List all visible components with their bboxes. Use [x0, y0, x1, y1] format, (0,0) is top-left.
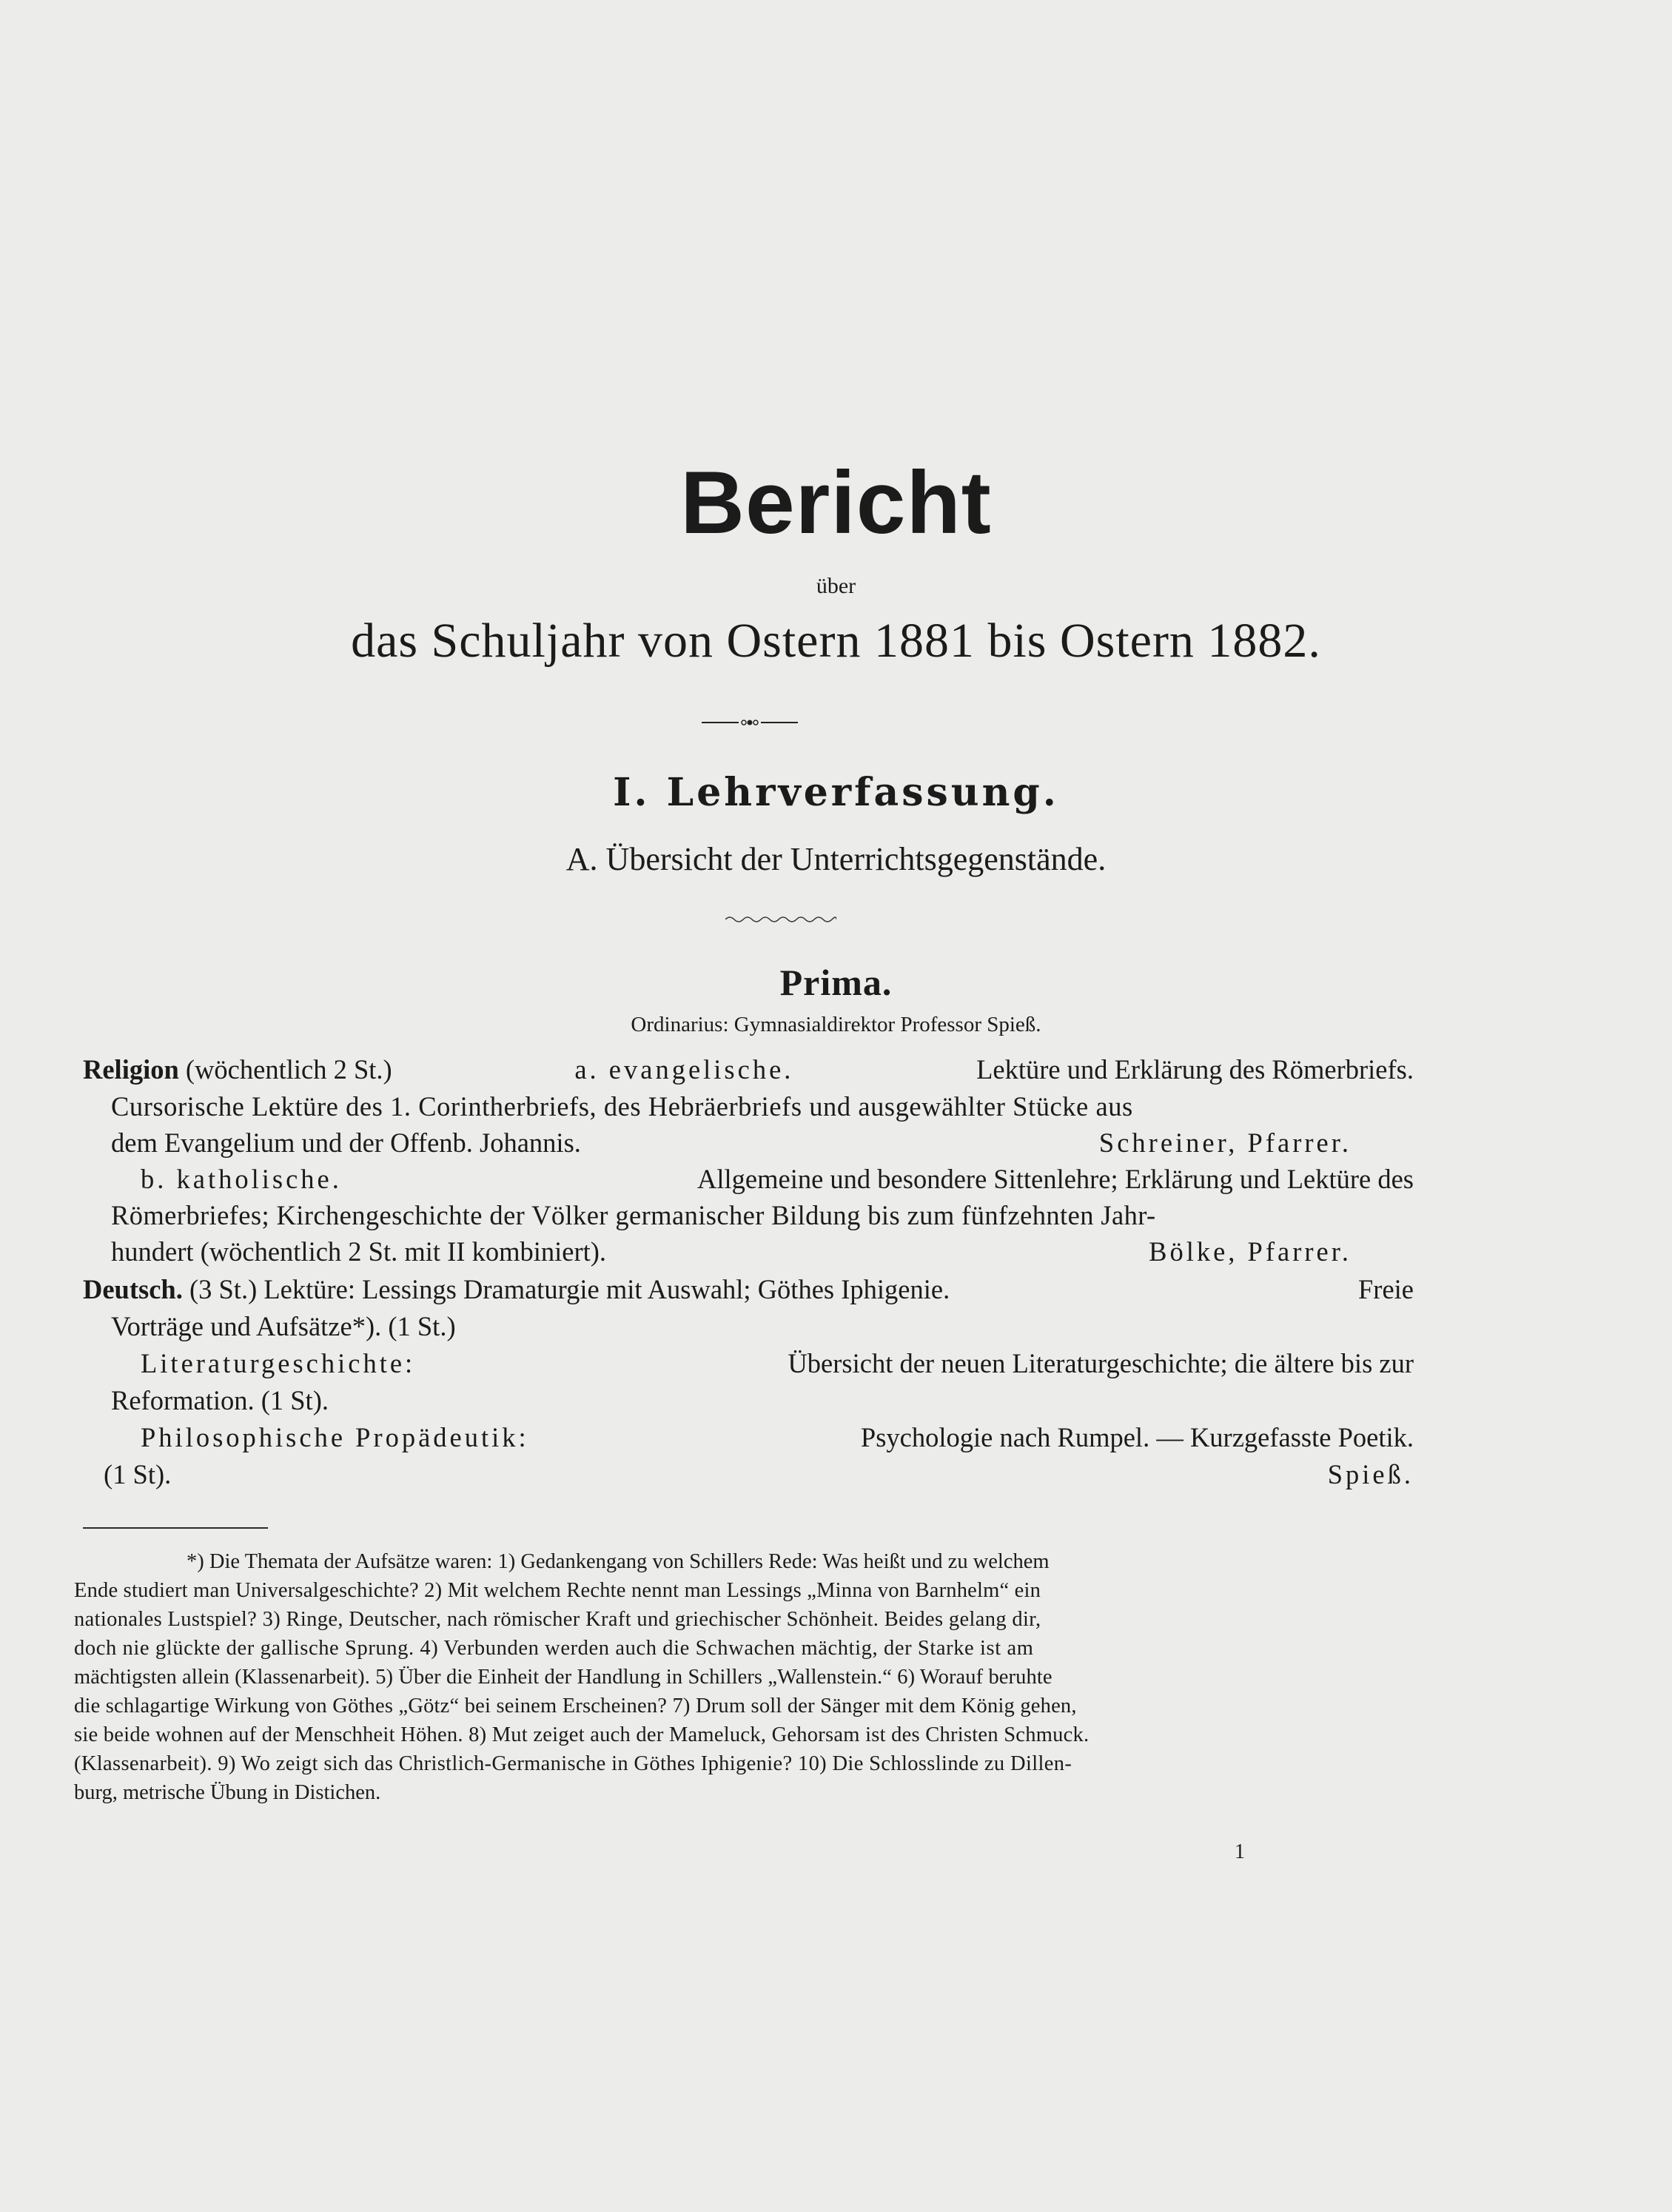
report-subtitle: das Schuljahr von Ostern 1881 bis Ostern 1882.: [351, 614, 1321, 668]
footnote-line: Ende studiert man Universalgeschichte? 2) Mit welchem Rechte nennt man Lessings „Minna von Barnhelm“ ein: [74, 1579, 1041, 1602]
religion-line-5: Römerbriefes; Kirchengeschichte der Völker germanischer Bildung bis zum fünfzehnten Jahr-: [111, 1200, 1156, 1230]
footnote-line: burg, metrische Übung in Distichen.: [74, 1781, 381, 1804]
report-title: Bericht: [680, 453, 992, 552]
religion-line-2: Cursorische Lektüre des 1. Corintherbriefs, des Hebräerbriefs und ausgewählter Stücke aus: [111, 1091, 1133, 1122]
subsection-heading: A. Übersicht der Unterrichtsgegenstände.: [565, 841, 1107, 877]
footnote-line: sie beide wohnen auf der Menschheit Höhen. 8) Mut zeiget auch der Mameluck, Gehorsam ist des Christen Schmuck.: [74, 1723, 1090, 1746]
footnote-rule: [83, 1527, 268, 1529]
wavy-divider: [725, 915, 836, 924]
footnote-line: mächtigsten allein (Klassenarbeit). 5) Über die Einheit der Handlung in Schillers „Wallenstein.“ 6) Worauf beruhte: [74, 1666, 1052, 1689]
subject-religion: Religion: [83, 1054, 179, 1085]
deutsch-line-2: Vorträge und Aufsätze*). (1 St.): [111, 1311, 456, 1341]
deutsch-line-6: (1 St). Spieß.: [104, 1459, 1414, 1489]
religion-line-4: b. katholische. Allgemeine und besondere Sittenlehre; Erklärung und Lektüre des: [141, 1164, 1414, 1194]
religion-line-3: dem Evangelium und der Offenb. Johannis. Schreiner, Pfarrer.: [111, 1127, 1352, 1158]
footnote-line: die schlagartige Wirkung von Göthes „Götz“ bei seinem Erscheinen? 7) Drum soll der Sänger mit dem König gehen,: [74, 1695, 1077, 1717]
religion-evangelisch: a. evangelische.: [574, 1054, 794, 1085]
teacher-boelke: Bölke, Pfarrer.: [1149, 1236, 1352, 1267]
ordinarius-line: Ordinarius: Gymnasialdirektor Professor Spieß.: [631, 1013, 1041, 1036]
page-number: 1: [1235, 1840, 1245, 1863]
subject-deutsch: Deutsch.: [83, 1274, 183, 1304]
religion-line-6: hundert (wöchentlich 2 St. mit II kombiniert). Bölke, Pfarrer.: [111, 1236, 1352, 1267]
religion-line-1: Religion (wöchentlich 2 St.) a. evangelische. Lektüre und Erklärung des Römerbriefs.: [83, 1054, 1414, 1085]
religion-katholisch: b. katholische.: [141, 1164, 342, 1194]
ornament-divider: [702, 720, 798, 725]
deutsch-line-5: Philosophische Propädeutik: Psychologie nach Rumpel. — Kurzgefasste Poetik.: [141, 1422, 1414, 1452]
footnote-line: *) Die Themata der Aufsätze waren: 1) Gedankengang von Schillers Rede: Was heißt und zu welchem: [187, 1550, 1050, 1573]
literaturgeschichte-label: Literaturgeschichte:: [141, 1348, 416, 1378]
deutsch-line-3: Literaturgeschichte: Übersicht der neuen Literaturgeschichte; die ältere bis zur: [141, 1348, 1414, 1378]
deutsch-line-1: Deutsch. (3 St.) Lektüre: Lessings Dramaturgie mit Auswahl; Göthes Iphigenie. Freie: [83, 1274, 1414, 1304]
teacher-spiess: Spieß.: [1327, 1459, 1414, 1489]
title-connector: über: [816, 574, 856, 598]
teacher-schreiner: Schreiner, Pfarrer.: [1098, 1127, 1352, 1158]
footnote-line: doch nie glückte der gallische Sprung. 4) Verbunden werden auch die Schwachen mächtig, der Starke ist am: [74, 1637, 1034, 1660]
class-heading: Prima.: [779, 962, 893, 1003]
deutsch-line-4: Reformation. (1 St).: [111, 1385, 329, 1415]
footnote-line: nationales Lustspiel? 3) Ringe, Deutscher, nach römischer Kraft und griechischer Schönheit. Beides gelang dir,: [74, 1608, 1041, 1631]
footnote-line: (Klassenarbeit). 9) Wo zeigt sich das Christlich-Germanische in Göthes Iphigenie? 10) Die Schlosslinde zu Dillen-: [74, 1752, 1072, 1775]
section-heading: I. Lehrverfassung.: [613, 770, 1059, 815]
propaedeutik-label: Philosophische Propädeutik:: [141, 1422, 529, 1452]
